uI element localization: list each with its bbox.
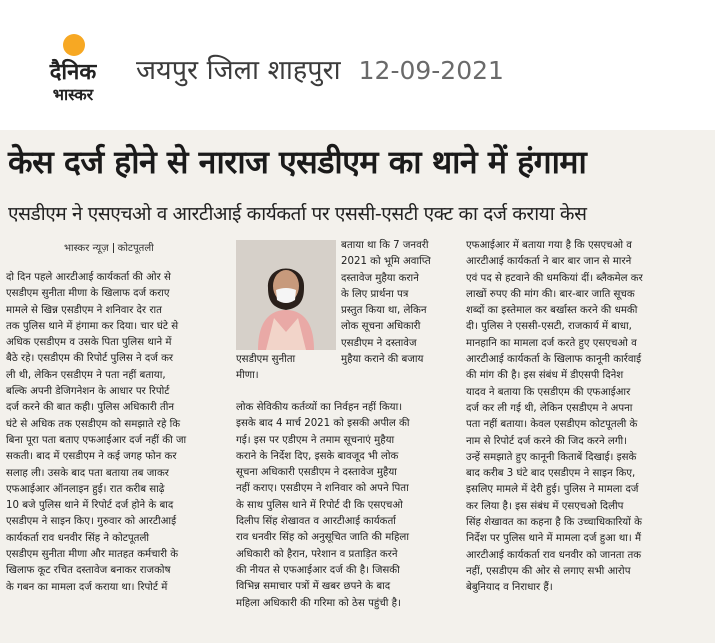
headline: केस दर्ज होने से नाराज एसडीएम का थाने में हंगामा — [8, 143, 587, 181]
text-line: एफआईआर ऑनलाइन हुई। रात करीब साढ़े — [6, 483, 165, 495]
text-line: सिंह शेखावत का कहना है कि उच्चाधिकारियों के — [466, 517, 642, 529]
text-line: बैठे रहे। एसडीएम की रिपोर्ट पुलिस ने दर्ज कर — [6, 353, 174, 365]
subheadline: एसडीएम ने एसएचओ व आरटीआई कार्यकर्ता पर एससी-एसटी एक्ट का दर्ज कराया केस — [8, 203, 587, 225]
photo-caption — [236, 352, 340, 384]
text-line: नाम से रिपोर्ट दर्ज करने की जिद करने लगी। — [466, 435, 628, 447]
text-line: के लिए प्रार्थना पत्र — [341, 288, 409, 300]
text-line: कराने के निर्देश दिए, इसके बावजूद भी लोक — [236, 450, 399, 462]
text-line: एसडीएम ने साइन किए। गुरुवार को आरटीआई — [6, 516, 177, 528]
text-line: शब्दों का इस्तेमाल कर बर्खास्त करने की धमकी — [466, 305, 638, 317]
byline-source: भास्कर न्यूज़ — [64, 243, 109, 254]
text-line: दर्ज कर ली गई थी, लेकिन एसडीएम ने अपना — [466, 402, 633, 414]
text-line: एफआईआर में बताया गया है कि एसएचओ व — [466, 240, 632, 251]
text-line: बताया था कि 7 जनवरी — [341, 240, 429, 251]
article-column-middle — [236, 400, 460, 612]
text-line: कर लिया है। इस संबंध में एसएचओ दिलीप — [466, 500, 624, 512]
text-line: के गबन का मामला दर्ज कराया था। रिपोर्ट में — [6, 581, 168, 593]
text-line: घंटे से अधिक तक एसडीएम को समझाते रहे कि — [6, 418, 181, 430]
text-line: नहीं, एसडीएम की ओर से लगाए सभी आरोप — [466, 565, 631, 577]
text-line: एसडीएम सुनीता मीणा और मातहत कर्मचारी के — [6, 549, 179, 561]
text-line: मामले से खिन्न एसडीएम ने शनिवार देर रात — [6, 304, 162, 316]
edition-line — [136, 50, 504, 87]
article-column-left — [6, 270, 230, 596]
text-line: नहीं कराए। एसडीएम ने शनिवार को अपने पिता — [236, 483, 409, 495]
text-line: की नीयत से एफआईआर दर्ज की है। जिसकी — [236, 564, 400, 576]
text-line: कार्यकर्ता राव धनवीर सिंह ने कोटपूतली — [6, 532, 150, 544]
text-line: राव धनवीर सिंह को अनुसूचित जाति की महिला — [236, 532, 409, 544]
text-line: बाद करीब 3 घंटे बाद एसडीएम ने साइन किए, — [466, 468, 636, 480]
masthead — [0, 0, 715, 130]
text-line: लोक सूचना अधिकारी — [341, 321, 421, 333]
text-line: तक पुलिस थाने में हंगामा कर दिया। चार घंटे से — [6, 320, 179, 332]
byline-place: कोटपूतली — [117, 243, 154, 254]
text-line: ली थी, लेकिन एसडीएम ने पता नहीं बताया, — [6, 369, 166, 381]
text-line: विभिन्न समाचार पत्रों में खबर छपने के बाद — [236, 581, 391, 593]
text-line: दर्ज करने की बात कही। पुलिस अधिकारी तीन — [6, 402, 175, 414]
text-line: 10 बजे पुलिस थाने में रिपोर्ट दर्ज होने के बाद — [6, 500, 174, 512]
text-line: 2021 को भूमि अवाप्ति — [341, 256, 431, 268]
text-line: इसलिए मामले में देरी हुई। पुलिस ने मामला दर्ज — [466, 484, 639, 496]
logo-line2: भास्कर — [52, 85, 94, 104]
text-line: प्रस्तुत किया था, लेकिन — [341, 305, 427, 317]
text-line: दस्तावेज मुहैया कराने — [341, 272, 419, 284]
text-line: लाखों रुपए की मांग की। बार-बार जाति सूचक — [466, 288, 635, 300]
text-line: उन्हें समझाते हुए कानूनी किताबें दिखाई। इसके — [466, 451, 637, 463]
text-line: दी। पुलिस ने एससी-एसटी, राजकार्य में बाधा, — [466, 321, 632, 333]
text-line: सकती। बाद में एसडीएम ने कई जगह फोन कर — [6, 451, 177, 463]
article-column-middle-top — [341, 238, 461, 368]
sdm-photo — [236, 240, 336, 350]
text-line: लोक सेविकीय कर्तव्यों का निर्वहन नहीं किया। — [236, 402, 403, 413]
text-line: एसडीएम ने दस्तावेज — [341, 337, 417, 349]
text-line: आरटीआई कार्यकर्ता ने बार बार जान से मारने — [466, 256, 632, 268]
edition-date: 12-09-2021 — [358, 56, 504, 85]
text-line: इसके बाद 4 मार्च 2021 को इसकी अपील की — [236, 418, 410, 430]
text-line: मुहैया कराने की बजाय — [341, 354, 424, 366]
text-line: आरटीआई कार्यकर्ता राव धनवीर को जानता तक — [466, 549, 642, 561]
sun-icon — [63, 34, 85, 56]
text-line: खिलाफ कूट रचित दस्तावेज बनाकर राजकोष — [6, 565, 171, 577]
dainik-bhaskar-logo — [30, 28, 110, 108]
text-line: अधिक एसडीएम व उसके पिता पुलिस थाने में — [6, 337, 172, 349]
text-line: की मांग की है। इस संबंध में डीएसपी दिनेश — [466, 370, 624, 382]
text-line: सूचना अधिकारी एसडीएम ने दस्तावेज मुहैया — [236, 467, 397, 479]
text-line: गई। इस पर एडीएम ने तमाम सूचनाएं मुहैया — [236, 434, 395, 446]
text-line: अधिकारी को हैरान, परेशान व प्रताड़ित करने — [236, 548, 398, 560]
text-line: यादव ने बताया कि एसडीएम की एफआईआर — [466, 386, 631, 398]
text-line: बिना पूरा पता बताए एफआईआर दर्ज नहीं की जा — [6, 434, 187, 446]
caption-line: एसडीएम सुनीता — [236, 354, 296, 365]
text-line: आरटीआई कार्यकर्ता के खिलाफ कानूनी कार्रवाई — [466, 354, 642, 366]
logo-line1: दैनिक — [49, 60, 97, 85]
byline-separator — [113, 243, 114, 253]
text-line: के साथ पुलिस थाने में रिपोर्ट दी कि एसएचओ — [236, 499, 403, 511]
text-line: पता नहीं बताया। केवल एसडीएम कोटपूतली के — [466, 419, 638, 431]
byline — [64, 240, 154, 254]
text-line: मानहानि का मामला दर्ज करते हुए एसएचओ व — [466, 337, 637, 349]
article-column-right — [466, 238, 708, 597]
text-line: निर्देश पर पुलिस थाने में मामला दर्ज हुआ था। मैं — [466, 533, 642, 545]
text-line: एवं पद से हटवाने की धमकियां दीं। ब्लैकमेल कर — [466, 272, 643, 284]
text-line: सलाह ली। उसके बाद पता बताया तब जाकर — [6, 467, 169, 479]
text-line: महिला अधिकारी की गरिमा को ठेस पहुंची है। — [236, 597, 401, 609]
edition-name: जयपुर जिला शाहपुरा — [136, 55, 341, 86]
text-line: बल्कि अपनी डेजिगनेशन के आधार पर रिपोर्ट — [6, 386, 170, 398]
text-line: बेबुनियाद व निराधार हैं। — [466, 582, 553, 594]
text-line: दिलीप सिंह शेखावत व आरटीआई कार्यकर्ता — [236, 516, 396, 528]
caption-line: मीणा। — [236, 370, 259, 381]
text-line: एसडीएम सुनीता मीणा के खिलाफ दर्ज कराए — [6, 288, 170, 300]
text-line: दो दिन पहले आरटीआई कार्यकर्ता की ओर से — [6, 272, 171, 283]
